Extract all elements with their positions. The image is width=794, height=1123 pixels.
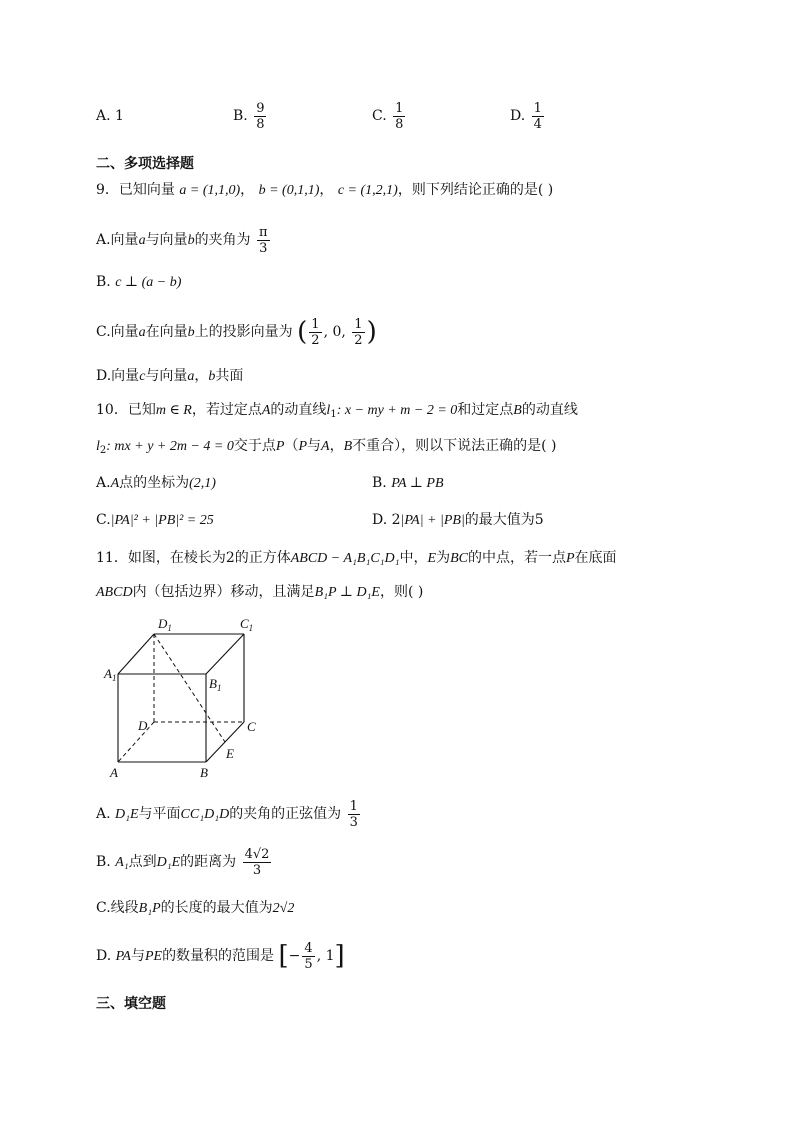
q11-option-c: C.线段B₁P的长度的最大值为2√2 — [96, 900, 295, 916]
q10-option-c: C.|PA|² + |PB|² = 25 — [96, 512, 214, 528]
q9-option-b: B. c ⊥ (a − b) — [96, 274, 182, 290]
q10-option-b: B. PA ⊥ PB — [372, 475, 444, 491]
label-D1: $D_1$ — [158, 616, 172, 633]
label-D: D — [138, 718, 148, 733]
q8-option-a: A. 1 — [96, 108, 124, 124]
label-C: C — [247, 719, 256, 734]
label-B1: $B_1$ — [209, 676, 222, 693]
q8-option-d: D. $\frac{1}{4}$ — [510, 100, 542, 132]
q11-option-b: B. A₁点到D₁E的距离为 $\frac{4√2}{3}$ — [96, 846, 270, 878]
label-A: A — [110, 765, 118, 780]
q11-stem-line1: 11．如图，在棱长为2的正方体ABCD − A₁B₁C₁D₁中，E为BC的中点，若一点P在底面 — [96, 550, 617, 566]
q9-option-c: C.向量a在向量b上的投影向量为 ( $\frac{1}{2}$ , 0, $\frac{1}{2}$ ) — [96, 316, 377, 348]
q10-option-d: D. 2|PA| + |PB|的最大值为5 — [372, 512, 544, 528]
label-A1: $A_1$ — [104, 666, 117, 683]
q9-option-a: A.向量a与向量b的夹角为 $\frac{\pi}{3}$ — [96, 224, 268, 256]
cube-figure — [96, 612, 276, 784]
q10-stem-line1: 10．已知m ∈ R，若过定点A的动直线$l_1$: x − my + m − 2 = 0和过定点B的动直线 — [96, 402, 578, 420]
q11-option-d: D. PA与PE的数量积的范围是 [− $\frac{4}{5}$ , 1] — [96, 940, 345, 972]
q11-stem-line2: ABCD内（包括边界）移动，且满足B₁P ⊥ D₁E，则( ) — [96, 584, 424, 600]
q8-option-c: C. $\frac{1}{8}$ — [372, 100, 404, 132]
label-B: B — [200, 765, 208, 780]
label-C1: $C_1$ — [240, 616, 254, 633]
q8-option-b: B. $\frac{9}{8}$ — [233, 100, 265, 132]
section-3-title: 三、填空题 — [96, 996, 166, 1012]
q10-stem-line2: $l_2$: mx + y + 2m − 4 = 0交于点P（P与A，B不重合），则以下说法正确的是( ) — [96, 438, 557, 456]
section-2-title: 二、多项选择题 — [96, 156, 194, 172]
q9-option-d: D.向量c与向量a，b共面 — [96, 368, 244, 384]
label-E: E — [226, 746, 234, 761]
q9-stem: 9．已知向量 a = (1,1,0)， b = (0,1,1)， c = (1,2,1)，则下列结论正确的是( ) — [96, 182, 554, 198]
q10-option-a: A.A点的坐标为(2,1) — [96, 475, 216, 491]
q11-option-a: A. D₁E与平面CC₁D₁D的夹角的正弦值为 $\frac{1}{3}$ — [96, 798, 358, 830]
